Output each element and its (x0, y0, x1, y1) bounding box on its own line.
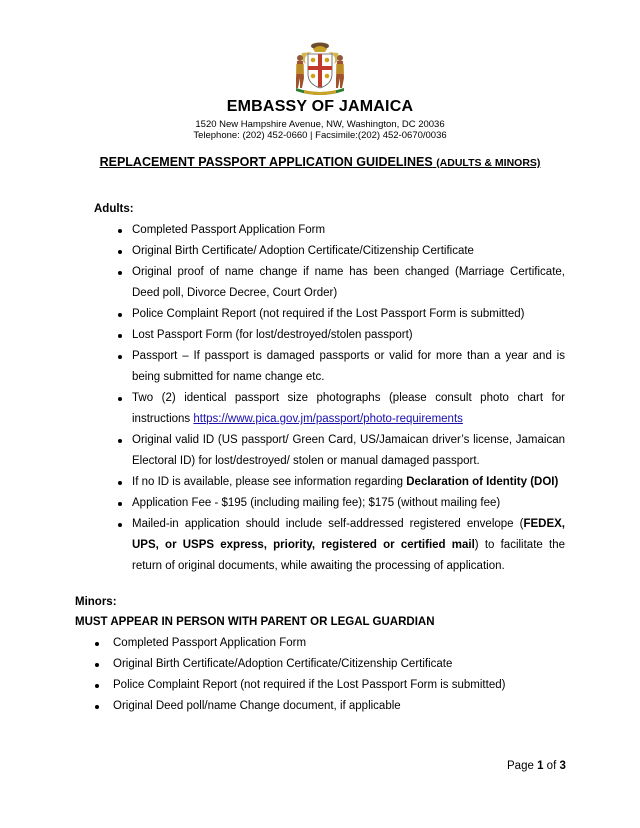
adults-label: Adults: (94, 203, 134, 215)
list-item: Original Deed poll/name Change document, if applicable (113, 696, 573, 717)
adults-list (132, 220, 565, 577)
minors-label: Minors: (75, 596, 117, 608)
bullet-icon (118, 334, 122, 338)
photo-requirements-link[interactable]: https://www.pica.gov.jm/passport/photo-requirements (193, 413, 463, 425)
embassy-title: EMBASSY OF JAMAICA (226, 98, 414, 115)
bullet-icon (118, 481, 122, 485)
embassy-address: 1520 New Hampshire Avenue, NW, Washington, DC 20036 (195, 119, 445, 130)
doi-emphasis: Declaration of Identity (DOI) (406, 476, 559, 488)
list-item: If no ID is available, please see information regarding Declaration of Identity (DOI) (132, 472, 565, 493)
bullet-icon (95, 663, 99, 667)
bullet-icon (95, 705, 99, 709)
list-item: Lost Passport Form (for lost/destroyed/stolen passport) (132, 325, 565, 346)
embassy-phone: Telephone: (202) 452-0660 | Facsimile:(202) 452-0670/0036 (193, 130, 447, 141)
list-item: Two (2) identical passport size photographs (please consult photo chart for instructions https://www.pica.gov.jm/passport/photo-requirements (132, 388, 565, 430)
courier-emphasis: FEDEX, UPS, or USPS express, priority, registered or certified mail (132, 518, 565, 551)
heading-sub: (ADULTS & MINORS) (436, 157, 541, 169)
list-item: Original valid ID (US passport/ Green Card, US/Jamaican driver’s license, Jamaican Electoral ID) for lost/destroyed/ stolen or manual damaged passport. (132, 430, 565, 472)
bullet-icon (118, 250, 122, 254)
bullet-icon (95, 684, 99, 688)
list-item: Passport – If passport is damaged passports or valid for more than a year and is being submitted for name change etc. (132, 346, 565, 388)
list-item: Completed Passport Application Form (113, 633, 573, 654)
document-heading (0, 155, 640, 169)
bullet-icon (118, 523, 122, 527)
list-item: Police Complaint Report (not required if the Lost Passport Form is submitted) (132, 304, 565, 325)
minors-notice: MUST APPEAR IN PERSON WITH PARENT OR LEGAL GUARDIAN (75, 616, 435, 628)
bullet-icon (118, 271, 122, 275)
heading-main: REPLACEMENT PASSPORT APPLICATION GUIDELINES (99, 155, 433, 169)
bullet-icon (118, 355, 122, 359)
bullet-icon (118, 439, 122, 443)
bullet-icon (95, 642, 99, 646)
bullet-icon (118, 397, 122, 401)
list-item: Application Fee - $195 (including mailing fee); $175 (without mailing fee) (132, 493, 565, 514)
bullet-icon (118, 313, 122, 317)
minors-list (113, 633, 573, 717)
coat-of-arms-icon (290, 38, 350, 96)
page-number: Page 1 of 3 (507, 760, 566, 772)
list-item: Original Birth Certificate/ Adoption Certificate/Citizenship Certificate (132, 241, 565, 262)
bullet-icon (118, 229, 122, 233)
bullet-icon (118, 502, 122, 506)
list-item: Police Complaint Report (not required if the Lost Passport Form is submitted) (113, 675, 573, 696)
list-item: Mailed-in application should include self-addressed registered envelope (FEDEX, UPS, or USPS express, priority, registered or certified mail) to facilitate the return of original documents, while awaiting the processing of application. (132, 514, 565, 577)
list-item: Completed Passport Application Form (132, 220, 565, 241)
list-item: Original proof of name change if name has been changed (Marriage Certificate, Deed poll, Divorce Decree, Court Order) (132, 262, 565, 304)
list-item: Original Birth Certificate/Adoption Certificate/Citizenship Certificate (113, 654, 573, 675)
